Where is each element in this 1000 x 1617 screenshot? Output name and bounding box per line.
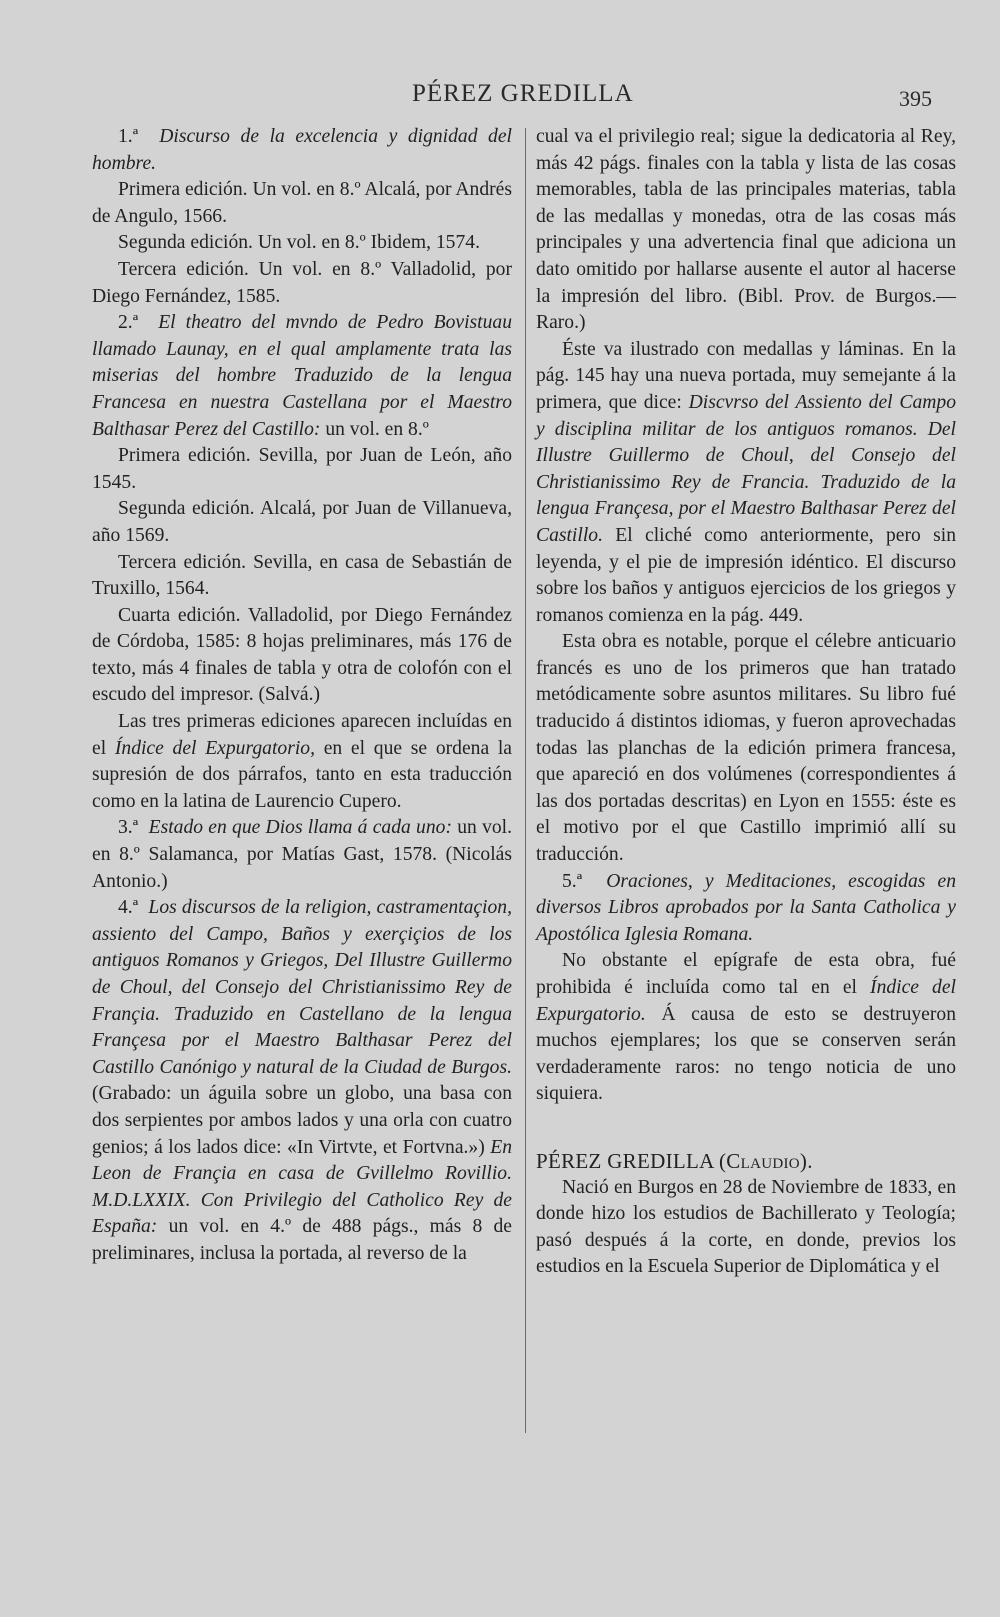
author-heading: PÉREZ GREDILLA (Claudio).: [536, 1148, 813, 1173]
entry-3-title: Estado en que Dios llama á cada uno:: [148, 817, 452, 839]
paragraph: Las tres primeras ediciones aparecen incluídas en el Índice del Expurgatorio, en el que se ordena la supresión de dos párrafos, tanto en esta traducción como en la latina de Laurencio Cupero.: [92, 711, 513, 812]
column-divider: [525, 128, 526, 1433]
paragraph: Éste va ilustrado con medallas y láminas. En la pág. 145 hay una nueva portada, muy semejante á la primera, que dice: Discvrso del Assiento del Campo y disciplina militar de los antiguos romanos. Del Illustre Guillermo de Choul, del Consejo del Christianissimo Rey de Francia. Traduzido de la lengua Françesa, por el Maestro Balthasar Perez del Castillo. El cliché como anteriormente, pero sin leyenda, y el pie de impresión idéntico. El discurso sobre los baños y antiguos ejercicios de los griegos y romanos comienza en la pág. 449.: [536, 338, 956, 626]
paragraph: Primera edición. Sevilla, por Juan de León, año 1545.: [92, 445, 512, 493]
paragraph: Cuarta edición. Valladolid, por Diego Fernández de Córdoba, 1585: 8 hojas preliminares, más 176 de texto, más 4 finales de tabla y otra de colofón con el escudo del impresor. (Salvá.): [92, 604, 512, 706]
paragraph: No obstante el epígrafe de esta obra, fué prohibida é incluída como tal en el Índice del Expurgatorio. Á causa de esto se destruyeron muchos ejemplares; los que se conserven serán verdaderamente raros: no tengo noticia de uno siquiera.: [536, 950, 956, 1105]
paragraph: Tercera edición. Sevilla, en casa de Sebastián de Truxillo, 1564.: [92, 551, 512, 600]
entry-2-title: El theatro del mvndo de Pedro Bovistuau llamado Launay, en el qual amplamente trata las miserias del hombre Traduzido de la lengua Francesa en nuestra Castellana por el Maestro Balthasar Perez del Castillo:: [92, 312, 512, 440]
paragraph: Primera edición. Un vol. en 8.º Alcalá, por Andrés de Angulo, 1566.: [92, 179, 512, 227]
paragraph: Tercera edición. Un vol. en 8.º Valladolid, por Diego Fernández, 1585.: [92, 258, 512, 307]
paragraph: cual va el privilegio real; sigue la dedicatoria al Rey, más 42 págs. finales con la tabla y lista de las cosas memorables, tabla de las principales materias, tabla de las medallas y monedas, otra de las cosas más principales y una advertencia final que adiciona un dato omitido por hallarse ausente el autor al hacerse la impresión del libro. (Bibl. Prov. de Burgos.—Raro.): [536, 126, 956, 334]
entry-3: 3.ª Estado en que Dios llama á cada uno: un vol. en 8.º Salamanca, por Matías Gast, 1578. (Nicolás Antonio.): [92, 817, 513, 892]
entry-1-title: Discurso de la excelencia y dignidad del hombre.: [92, 126, 512, 174]
paragraph: Nació en Burgos en 28 de Noviembre de 1833, en donde hizo los estudios de Bachillerato y Teología; pasó después á la corte, en donde, previos los estudios en la Escuela Superior de Diplomática y el: [536, 1176, 956, 1278]
paragraph: Segunda edición. Alcalá, por Juan de Villanueva, año 1569.: [92, 498, 512, 546]
running-head: PÉREZ GREDILLA: [412, 80, 634, 107]
entry-4: 4.ª Los discursos de la religion, castramentaçion, assiento del Campo, Baños y exerçiçios de los antiguos Romanos y Griegos, Del Illustre Guillermo de Choul, del Consejo del Christianissimo Rey de Françia. Traduzido en Castellano de la lengua Françesa por el Maestro Balthasar Perez del Castillo Canónigo y natural de la Ciudad de Burgos. (Grabado: un águila sobre un globo, una basa con dos serpientes por ambos lados y una orla con cuatro genios; á los lados dice: «In Virtvte, et Fortvna.») En Leon de Françia en casa de Gvillelmo Rovillio. M.D.LXXIX. Con Privilegio del Catholico Rey de España: un vol. en 4.º de 488 págs., más 8 de preliminares, inclusa la portada, al reverso de la: [92, 897, 512, 1264]
paragraph: Segunda edición. Un vol. en 8.º Ibidem, 1574.: [118, 232, 480, 254]
entry-2: 2.ª El theatro del mvndo de Pedro Bovistuau llamado Launay, en el qual amplamente trata las miserias del hombre Traduzido de la lengua Francesa en nuestra Castellana por el Maestro Balthasar Perez del Castillo: un vol. en 8.º: [92, 312, 512, 440]
paragraph: Esta obra es notable, porque el célebre anticuario francés es uno de los primeros que han tratado metódicamente sobre asuntos militares. Su libro fué traducido á distintos idiomas, y fueron aprovechadas todas las planchas de la edición primera francesa, que apareció en dos volúmenes (correspondientes á las dos portadas descritas) en Lyon en 1555: éste es el motivo por el que Castillo imprimió allí su traducción.: [536, 631, 956, 866]
page-number: 395: [899, 86, 932, 111]
entry-4-title: Los discursos de la religion, castramentaçion, assiento del Campo, Baños y exerçiçios de los antiguos Romanos y Griegos, Del Illustre Guillermo de Choul, del Consejo del Christianissimo Rey de Françia. Traduzido en Castellano de la lengua Françesa por el Maestro Balthasar Perez del Castillo Canónigo y natural de la Ciudad de Burgos.: [92, 897, 512, 1078]
entry-5-title: Oraciones, y Meditaciones, escogidas en diversos Libros aprobados por la Santa Catholica y Apostólica Iglesia Romana.: [536, 870, 957, 945]
entry-1: 1.ª Discurso de la excelencia y dignidad del hombre.: [92, 126, 512, 174]
page-header: [0, 80, 1000, 116]
right-column: [536, 124, 956, 1281]
entry-5: 5.ª Oraciones, y Meditaciones, escogidas en diversos Libros aprobados por la Santa Catholica y Apostólica Iglesia Romana.: [536, 870, 957, 945]
left-column: [92, 124, 512, 1268]
